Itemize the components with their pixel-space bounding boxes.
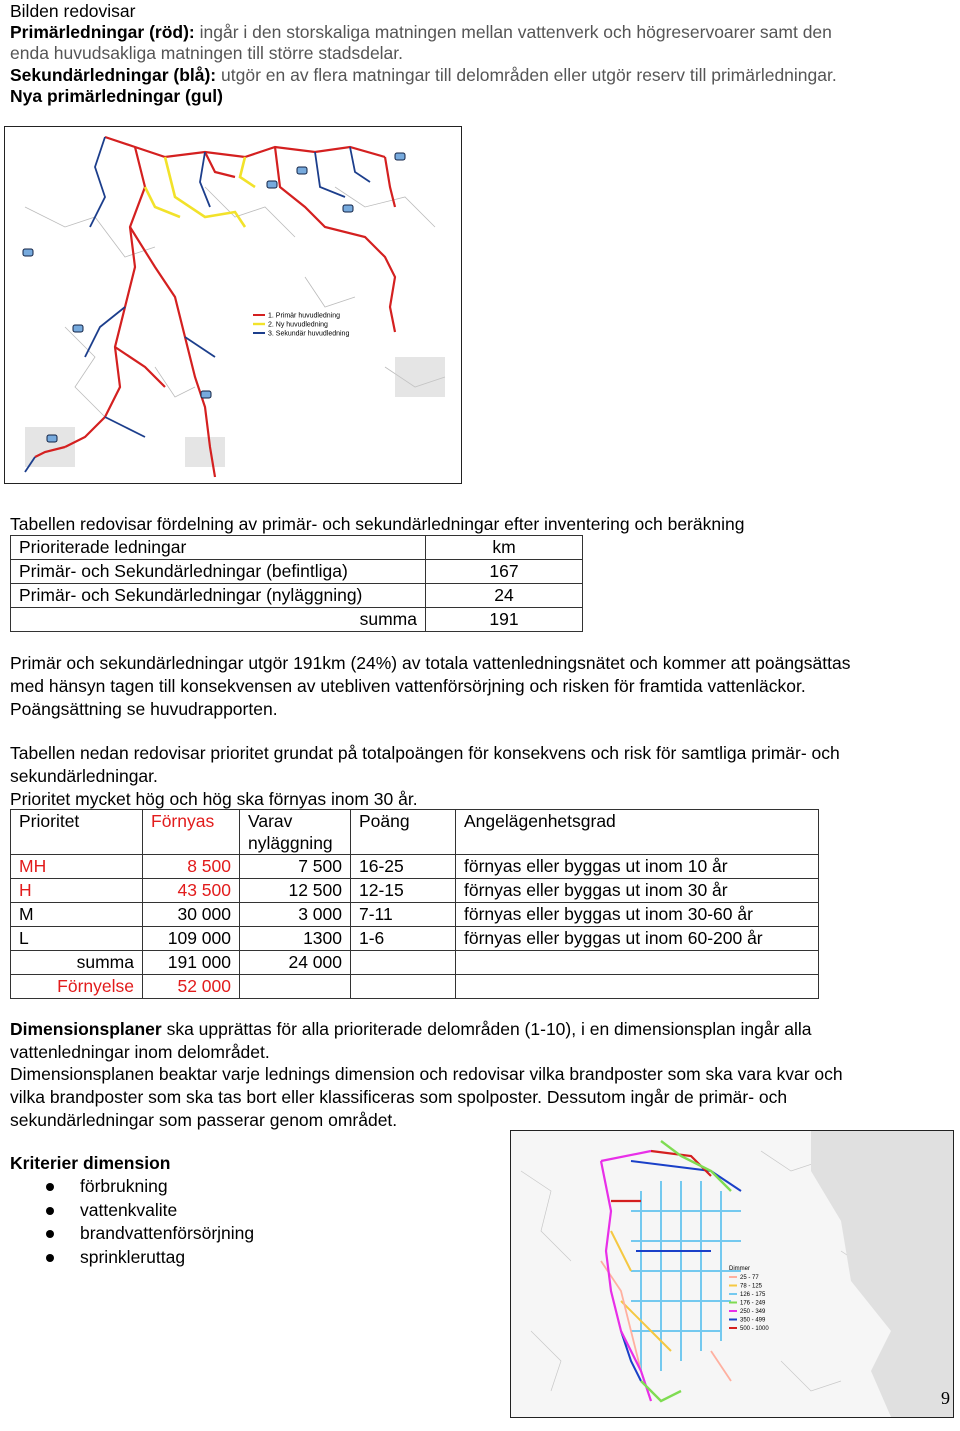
heading: Bilden redovisar bbox=[10, 1, 136, 21]
t2-h-poang: Poäng bbox=[351, 810, 456, 855]
t2-empty bbox=[456, 951, 819, 975]
table1-row-label: Primär- och Sekundärledningar (befintliga) bbox=[11, 560, 426, 584]
table1-header-km: km bbox=[426, 536, 583, 560]
t2-empty bbox=[351, 975, 456, 999]
t2-h-prioritet: Prioritet bbox=[11, 810, 143, 855]
t2-h-angelagenhet: Angelägenhetsgrad bbox=[456, 810, 819, 855]
t2-angelagenhet: förnyas eller byggas ut inom 30 år bbox=[456, 879, 819, 903]
t2-poang: 12-15 bbox=[351, 879, 456, 903]
para1-line1: Primär och sekundärledningar utgör 191km (24%) av totala vattenledningsnätet och kommer att poängsättas bbox=[10, 653, 851, 673]
t2-nylaggning: 7 500 bbox=[240, 855, 351, 879]
map2-legend-label: 176 - 249 bbox=[740, 1300, 766, 1307]
priority-table bbox=[10, 809, 819, 999]
list-item: förbrukning bbox=[10, 1175, 254, 1199]
t2-fornyas: 30 000 bbox=[143, 903, 240, 927]
para3-line1: Dimensionsplaner ska upprättas för alla prioriterade delområden (1-10), i en dimensionsplan ingår alla bbox=[10, 1019, 812, 1039]
t2-nylaggning: 3 000 bbox=[240, 903, 351, 927]
legend-secondary: Sekundärledningar (blå): utgör en av flera matningar till delområden eller utgör reserv till primärledningar. bbox=[10, 65, 837, 85]
table1-row-label: Primär- och Sekundärledningar (nyläggning) bbox=[11, 584, 426, 608]
t2-nylaggning: 12 500 bbox=[240, 879, 351, 903]
t2-poang: 16-25 bbox=[351, 855, 456, 879]
t2-sum-nylaggning: 24 000 bbox=[240, 951, 351, 975]
para3-line2: vattenledningar inom delområdet. bbox=[10, 1042, 270, 1062]
para2-line2: sekundärledningar. bbox=[10, 766, 158, 786]
t2-sum-label: summa bbox=[11, 951, 143, 975]
list-item: brandvattenförsörjning bbox=[10, 1222, 254, 1246]
criteria-title: Kriterier dimension bbox=[10, 1153, 171, 1173]
t2-fornyelse-value: 52 000 bbox=[143, 975, 240, 999]
map2-legend-label: 500 - 1000 bbox=[740, 1326, 769, 1332]
t2-fornyas: 43 500 bbox=[143, 879, 240, 903]
map2-legend-title: Dimmer bbox=[729, 1266, 750, 1272]
map2-legend-label: 126 - 175 bbox=[740, 1292, 766, 1298]
t2-prio: H bbox=[11, 879, 143, 903]
para3-line5: sekundärledningar som passerar genom området. bbox=[10, 1110, 398, 1130]
para2-line1: Tabellen nedan redovisar prioritet grundat på totalpoängen för konsekvens och risk för samtliga primär- och bbox=[10, 743, 840, 763]
t2-prio: L bbox=[11, 927, 143, 951]
pipeline-map bbox=[4, 126, 462, 484]
t2-angelagenhet: förnyas eller byggas ut inom 10 år bbox=[456, 855, 819, 879]
t2-poang: 1-6 bbox=[351, 927, 456, 951]
para1-line3: Poängsättning se huvudrapporten. bbox=[10, 699, 278, 719]
t2-sum-fornyas: 191 000 bbox=[143, 951, 240, 975]
page-number: 9 bbox=[941, 1388, 950, 1408]
t2-poang: 7-11 bbox=[351, 903, 456, 927]
list-item: vattenkvalite bbox=[10, 1199, 254, 1223]
para3-line4: vilka brandposter som ska tas bort eller klassificeras som spolposter. Dessutom ingår de primär- och bbox=[10, 1087, 788, 1107]
criteria-list bbox=[10, 1175, 254, 1270]
t2-angelagenhet: förnyas eller byggas ut inom 60-200 år bbox=[456, 927, 819, 951]
map2-legend-label: 350 - 499 bbox=[740, 1317, 766, 1324]
t2-nylaggning: 1300 bbox=[240, 927, 351, 951]
map2-legend-label: 78 - 125 bbox=[740, 1283, 763, 1290]
table1-sum-value: 191 bbox=[426, 608, 583, 632]
t2-prio: MH bbox=[11, 855, 143, 879]
para1-line2: med hänsyn tagen till konsekvensen av utebliven vattenförsörjning och risken för framtida vattenläckor. bbox=[10, 676, 806, 696]
para3-line3: Dimensionsplanen beaktar varje lednings dimension och redovisar vilka brandposter som ska vara kvar och bbox=[10, 1064, 843, 1084]
dimension-map bbox=[510, 1130, 954, 1418]
t2-empty bbox=[240, 975, 351, 999]
table1-row-value: 24 bbox=[426, 584, 583, 608]
table1-sum-label: summa bbox=[11, 608, 426, 632]
t2-empty bbox=[456, 975, 819, 999]
legend-primary-cont: enda huvudsakliga matningen till större stadsdelar. bbox=[10, 43, 404, 63]
map2-legend-label: 25 - 77 bbox=[740, 1275, 759, 1281]
legend-new: Nya primärledningar (gul) bbox=[10, 86, 223, 106]
list-item: sprinkleruttag bbox=[10, 1246, 254, 1270]
table1-header-label: Prioriterade ledningar bbox=[11, 536, 426, 560]
t2-empty bbox=[351, 951, 456, 975]
legend-primary: Primärledningar (röd): ingår i den storskaliga matningen mellan vattenverk och högreservoarer samt den bbox=[10, 22, 832, 42]
km-table bbox=[10, 535, 583, 632]
t2-h-fornyas: Förnyas bbox=[143, 810, 240, 855]
t2-angelagenhet: förnyas eller byggas ut inom 30-60 år bbox=[456, 903, 819, 927]
t2-fornyas: 109 000 bbox=[143, 927, 240, 951]
table1-caption: Tabellen redovisar fördelning av primär- och sekundärledningar efter inventering och beräkning bbox=[10, 514, 745, 534]
para2-line3: Prioritet mycket hög och hög ska förnyas inom 30 år. bbox=[10, 789, 418, 809]
t2-prio: M bbox=[11, 903, 143, 927]
t2-h-nylaggning: Varav nyläggning bbox=[240, 810, 351, 855]
map-legend-primary: 1. Primär huvudledning bbox=[268, 312, 340, 320]
map-legend-secondary: 3. Sekundär huvudledning bbox=[268, 330, 350, 338]
table1-row-value: 167 bbox=[426, 560, 583, 584]
t2-fornyas: 8 500 bbox=[143, 855, 240, 879]
t2-fornyelse-label: Förnyelse bbox=[11, 975, 143, 999]
map-legend-new: 2. Ny huvudledning bbox=[268, 321, 328, 329]
map2-legend-label: 250 - 349 bbox=[740, 1309, 766, 1315]
